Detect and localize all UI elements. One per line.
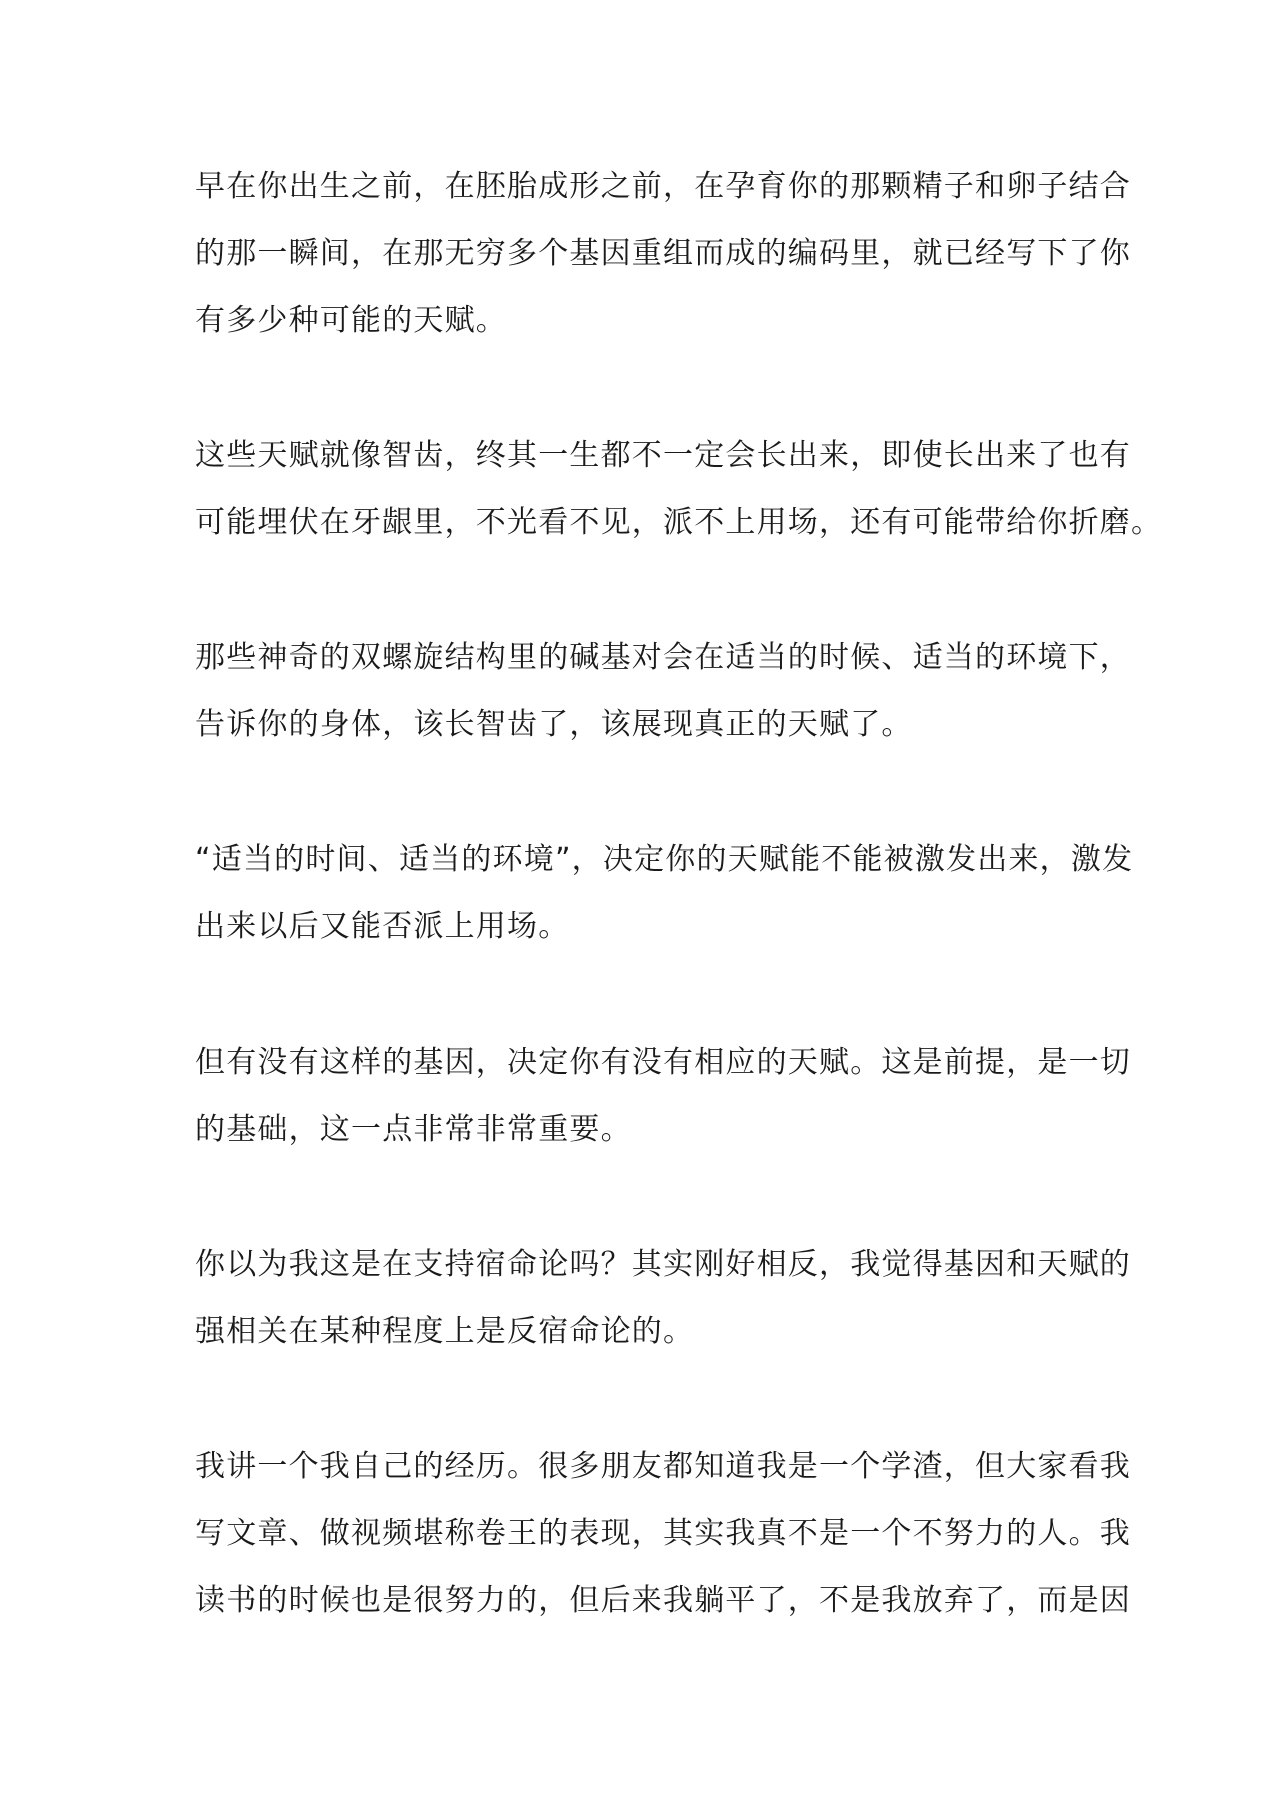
paragraph-1 [195,153,1131,354]
paragraph-5 [195,1029,1131,1163]
paragraph-line: 可能埋伏在牙龈里，不光看不见，派不上用场，还有可能带给你折磨。 [195,505,1163,540]
paragraph-line: 那些神奇的双螺旋结构里的碱基对会在适当的时候、适当的环境下， [195,640,1131,675]
paragraph-6 [195,1231,1131,1365]
paragraph-line: 你以为我这是在支持宿命论吗？其实刚好相反，我觉得基因和天赋的 [195,1247,1131,1282]
paragraph-2 [195,422,1162,556]
paragraph-line: 早在你出生之前，在胚胎成形之前，在孕育你的那颗精子和卵子结合 [195,169,1131,204]
paragraph-line: 告诉你的身体，该长智齿了，该展现真正的天赋了。 [195,707,913,742]
paragraph-line: 读书的时候也是很努力的，但后来我躺平了，不是我放弃了，而是因 [195,1583,1131,1618]
paragraph-line: 写文章、做视频堪称卷王的表现，其实我真不是一个不努力的人。我 [195,1516,1131,1551]
paragraph-4 [195,826,1133,960]
paragraph-line: 出来以后又能否派上用场。 [195,909,570,944]
paragraph-line: 的那一瞬间，在那无穷多个基因重组而成的编码里，就已经写下了你 [195,236,1131,271]
paragraph-line: 这些天赋就像智齿，终其一生都不一定会长出来，即使长出来了也有 [195,438,1131,473]
paragraph-line: 但有没有这样的基因，决定你有没有相应的天赋。这是前提，是一切 [195,1045,1131,1080]
paragraph-3 [195,624,1131,758]
paragraph-line: 有多少种可能的天赋。 [195,303,507,338]
paragraph-line: 我讲一个我自己的经历。很多朋友都知道我是一个学渣，但大家看我 [195,1449,1131,1484]
paragraph-line: 强相关在某种程度上是反宿命论的。 [195,1314,695,1349]
paragraph-7 [195,1433,1131,1634]
paragraph-line: “适当的时间、适当的环境”，决定你的天赋能不能被激发出来，激发 [195,842,1134,877]
paragraph-line: 的基础，这一点非常非常重要。 [195,1112,632,1147]
